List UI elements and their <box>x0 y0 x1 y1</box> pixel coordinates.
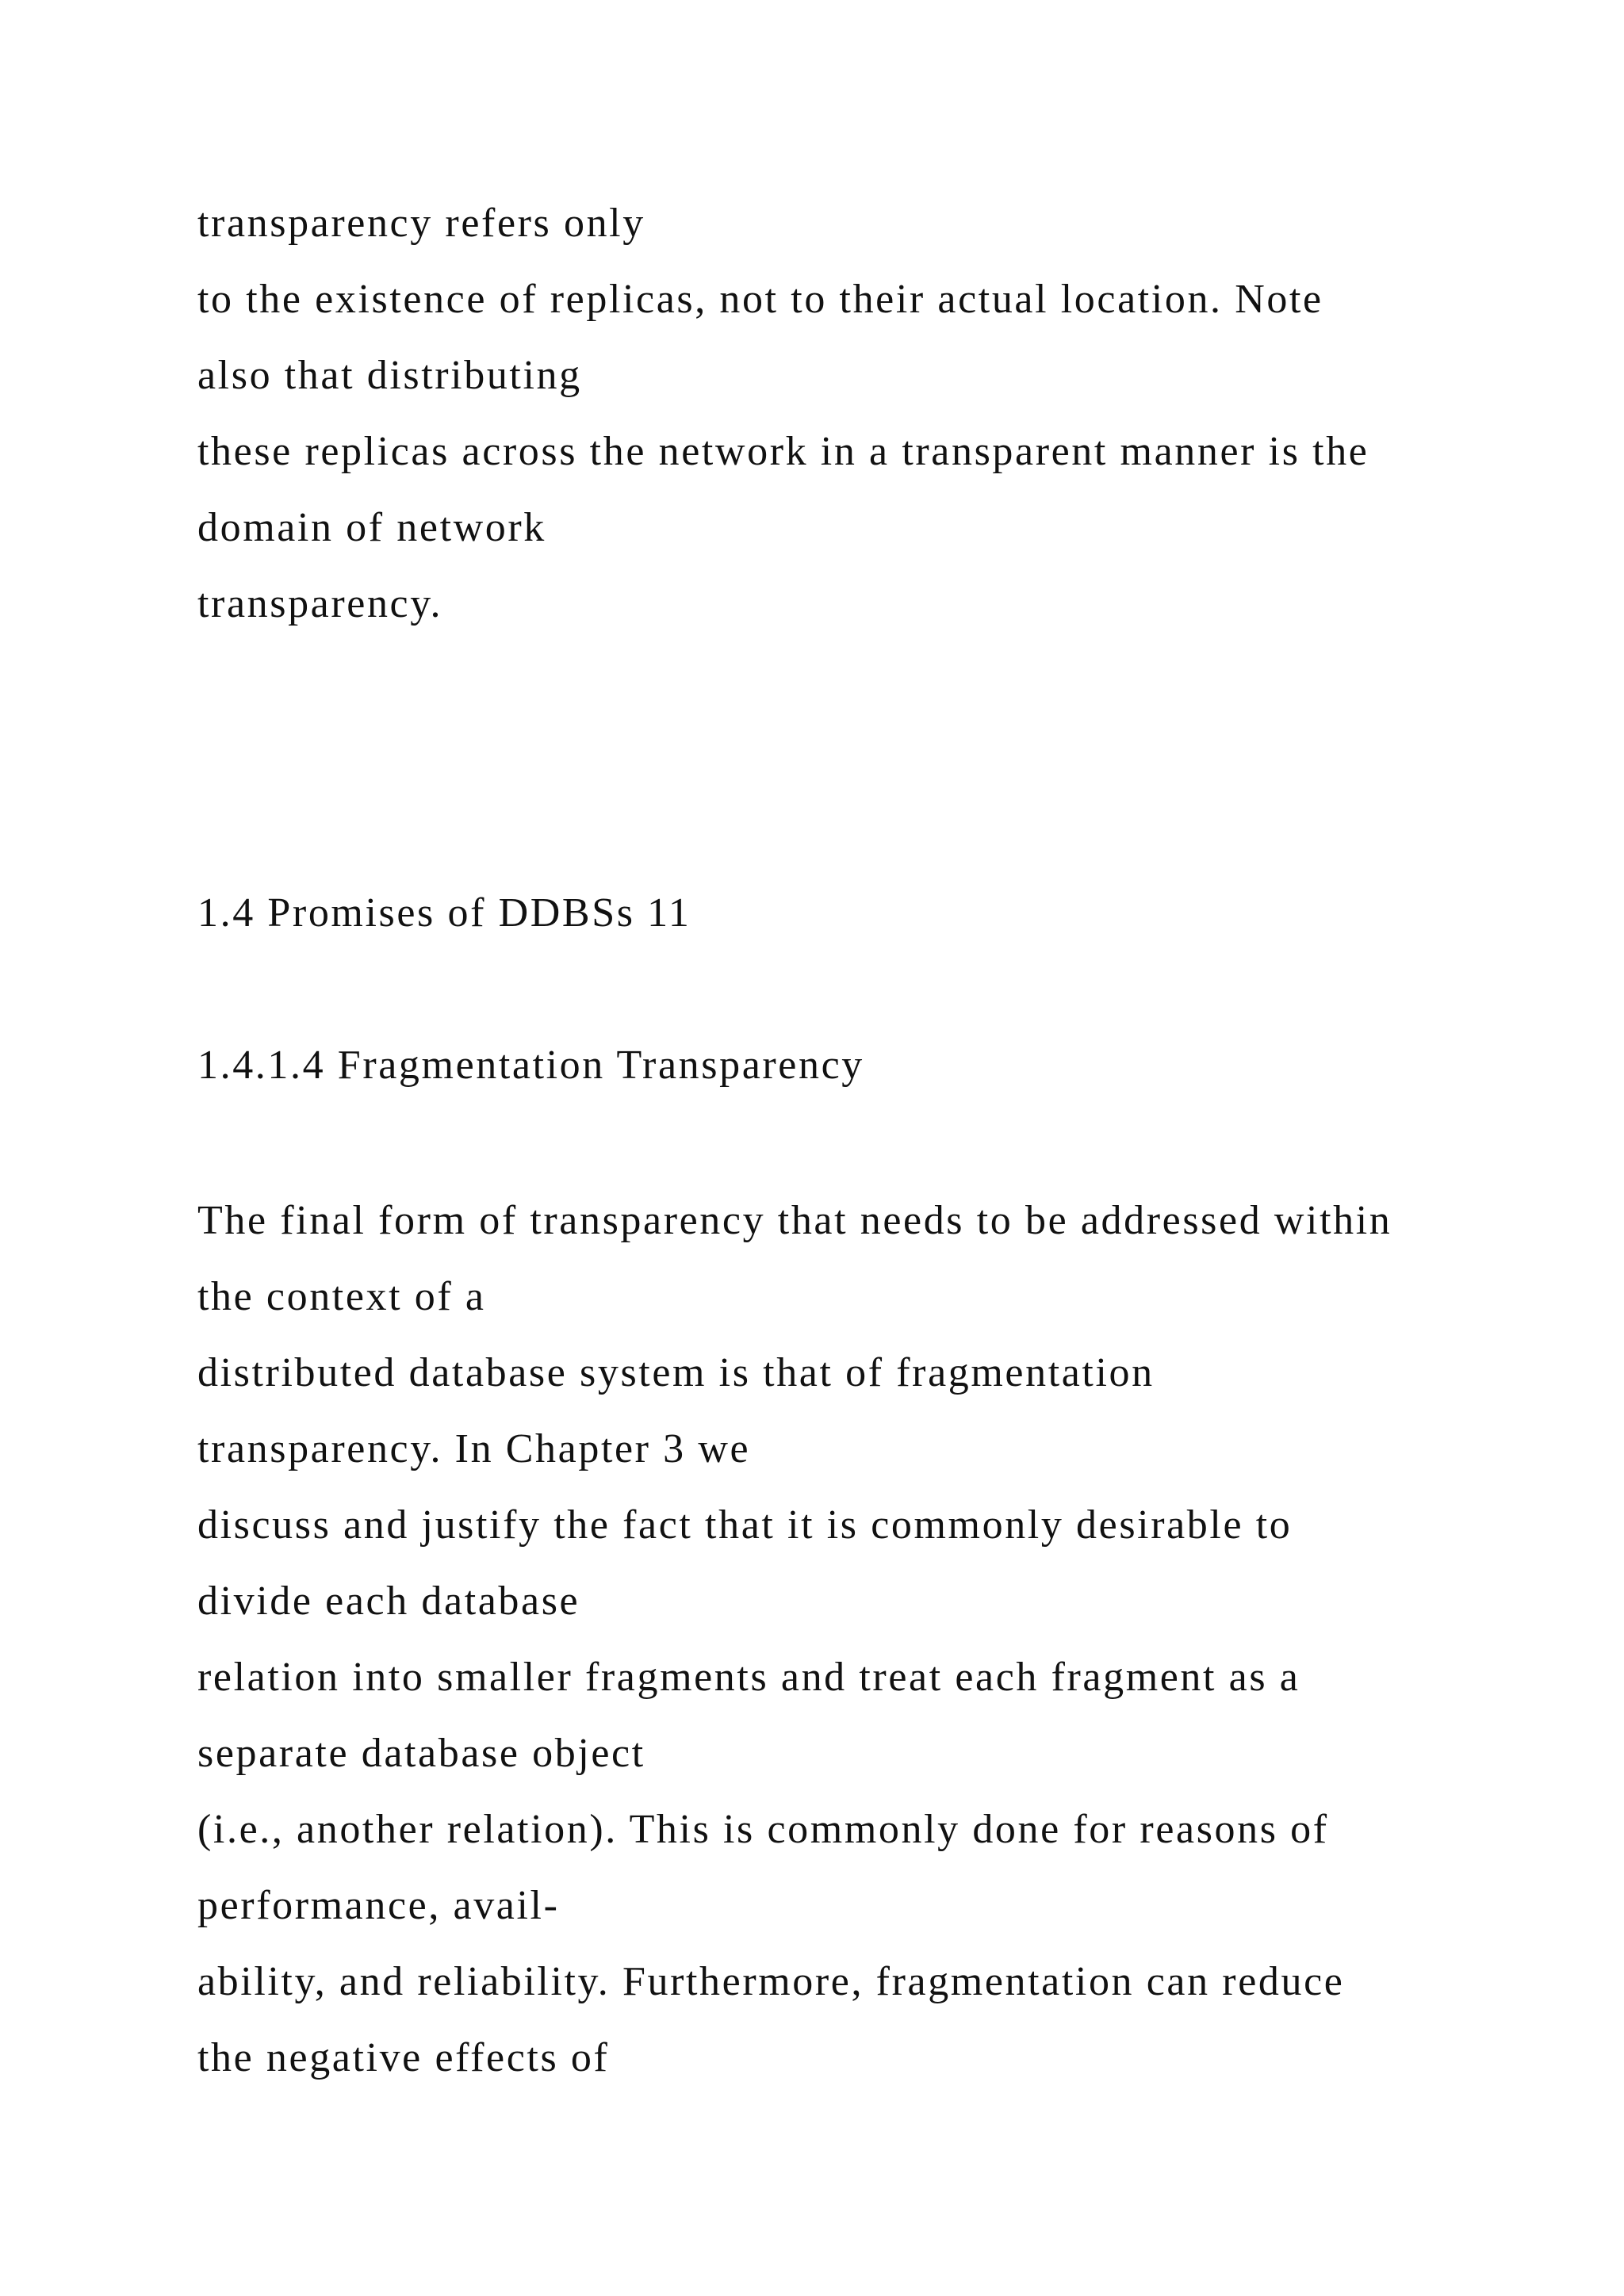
section-title: 1.4.1.4 Fragmentation Transparency <box>197 1043 864 1088</box>
text-line: transparency. <box>197 581 443 626</box>
text-line: domain of network <box>197 505 546 550</box>
text-line: separate database object <box>197 1731 645 1776</box>
text-line: distributed database system is that of fragmentation <box>197 1350 1155 1395</box>
text-line: (i.e., another relation). This is commonly done for reasons of <box>197 1807 1329 1852</box>
text-line: also that distributing <box>197 353 582 398</box>
running-header: 1.4 Promises of DDBSs 11 <box>197 890 691 936</box>
text-line: these replicas across the network in a transparent manner is the <box>197 429 1369 474</box>
text-line: relation into smaller fragments and treat each fragment as a <box>197 1655 1300 1700</box>
text-line: transparency refers only <box>197 201 645 246</box>
text-line: The final form of transparency that needs to be addressed within <box>197 1198 1392 1243</box>
text-line: discuss and justify the fact that it is commonly desirable to <box>197 1502 1293 1548</box>
text-line: to the existence of replicas, not to their actual location. Note <box>197 277 1323 322</box>
text-line: transparency. In Chapter 3 we <box>197 1426 751 1471</box>
text-line: divide each database <box>197 1578 580 1624</box>
text-line: the negative effects of <box>197 2035 610 2080</box>
text-line: performance, avail- <box>197 1883 560 1928</box>
text-line: the context of a <box>197 1274 486 1319</box>
text-line: ability, and reliability. Furthermore, fragmentation can reduce <box>197 1959 1345 2004</box>
